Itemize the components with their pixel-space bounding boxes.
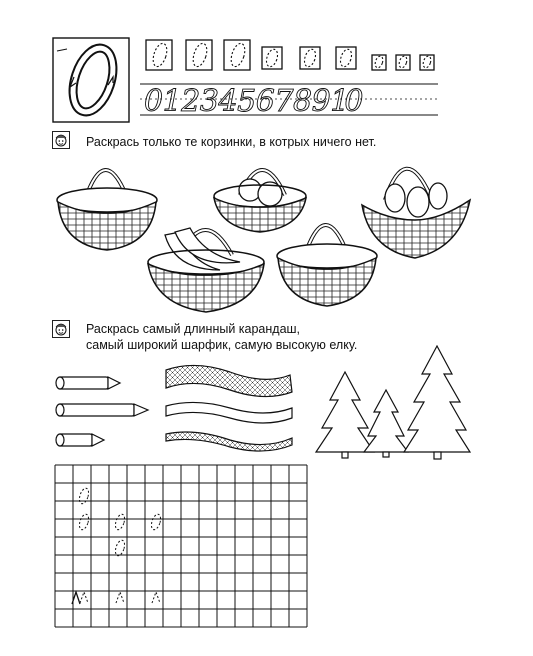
- child-face-icon: [53, 132, 69, 148]
- task1-text: Раскрась только те корзинки, в котрых ничего нет.: [86, 135, 377, 149]
- pencil-short: [56, 434, 104, 446]
- task1-icon: [52, 131, 70, 149]
- tree-tall: [404, 346, 470, 459]
- task2-icon: [52, 320, 70, 338]
- scarf-wide: [166, 365, 292, 396]
- writing-grid: [0, 455, 533, 655]
- digits-tracing-row: [140, 80, 440, 118]
- tree-medium: [316, 372, 374, 458]
- basket-with-apples: [214, 170, 306, 232]
- pencil-long: [56, 404, 148, 416]
- tree-small: [364, 390, 408, 457]
- child-face-icon: [53, 321, 69, 337]
- basket-empty-2: [277, 225, 377, 306]
- scarf-narrow: [166, 432, 292, 451]
- digits-row-text: 0 1 2 3 4 5 6 7 8 9 10: [144, 84, 359, 118]
- task2-text-line2: самый широкий шарфик, самую высокую елку.: [86, 338, 358, 352]
- baskets-illustration: [0, 148, 533, 328]
- scarf-medium: [166, 402, 292, 423]
- grid-tracing-marks: [78, 487, 163, 603]
- basket-empty-1: [57, 170, 157, 250]
- task2-text-line1: Раскрась самый длинный карандаш,: [86, 322, 301, 336]
- basket-with-bananas: [148, 228, 264, 312]
- basket-with-pears: [362, 169, 470, 258]
- pencils-scarves-trees: [0, 345, 533, 465]
- pencil-medium: [56, 377, 120, 389]
